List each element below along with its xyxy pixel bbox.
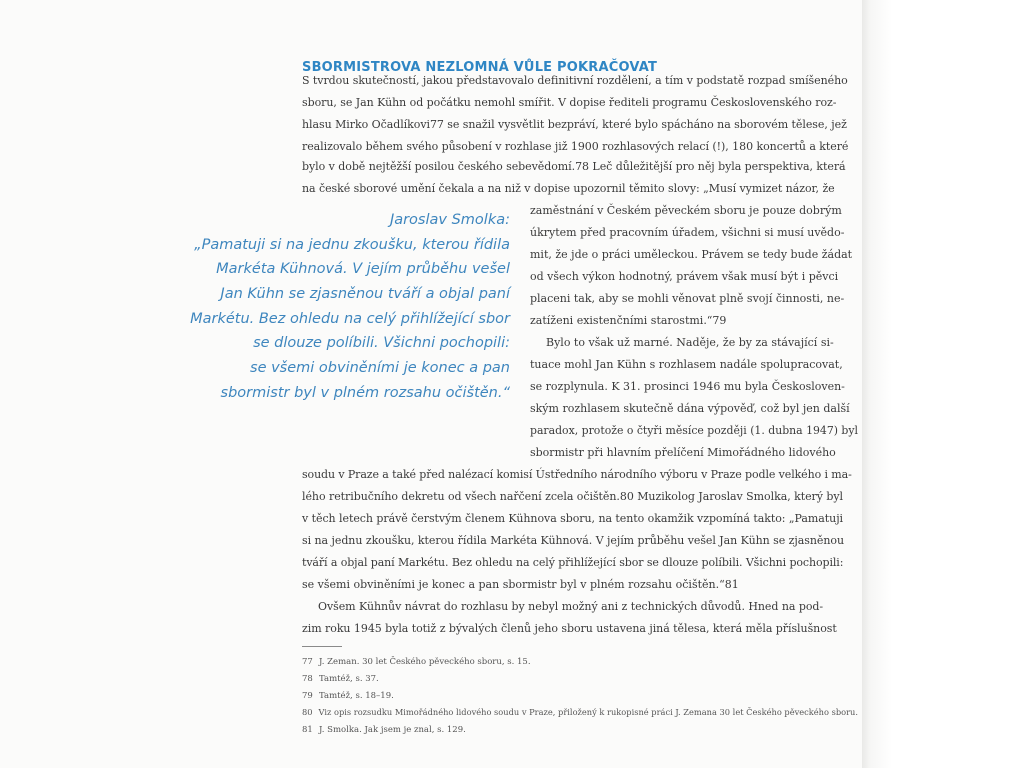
- footnote-number: 78: [302, 674, 313, 684]
- footnote: [302, 707, 858, 719]
- body-line: tváří a objal paní Markétu. Bez ohledu na celý přihlížející sbor se dlouze políbili. Všichni pochopili:: [302, 556, 844, 569]
- footnote-number: 81: [302, 725, 313, 735]
- footnote-number: 77: [302, 657, 313, 667]
- footnote-text: Viz opis rozsudku Mimořádného lidového soudu v Praze, přiložený k rukopisné práci J. Zemana 30 let Českého pěveckého sboru.: [318, 708, 859, 718]
- footnote-number: 79: [302, 691, 313, 701]
- body-line: se všemi obviněními je konec a pan sbormistr byl v plném rozsahu očištěn.“81: [302, 578, 739, 591]
- section-heading: SBORMISTROVA NEZLOMNÁ VŮLE POKRAČOVAT: [302, 60, 658, 75]
- body-line: Ovšem Kühnův návrat do rozhlasu by nebyl možný ani z technických důvodů. Hned na pod-: [318, 600, 824, 613]
- footnote-text: Tamtéž, s. 37.: [319, 674, 379, 684]
- footnote-text: Tamtéž, s. 18–19.: [319, 691, 394, 701]
- body-line: zaměstnání v Českém pěveckém sboru je pouze dobrým: [530, 204, 842, 217]
- body-line: bylo v době nejtěžší posilou českého sebevědomí.78 Leč důležitější pro něj byla perspektiva, která: [302, 160, 846, 173]
- page-edge-shadow: [862, 0, 1024, 768]
- pull-quote-line: sbormistr byl v plném rozsahu očištěn.“: [220, 384, 510, 401]
- footnote: [302, 690, 394, 702]
- body-line: lého retribučního dekretu od všech nařčení zcela očištěn.80 Muzikolog Jaroslav Smolka, který byl: [302, 490, 843, 503]
- pull-quote: [188, 208, 510, 406]
- body-line: zim roku 1945 byla totiž z bývalých členů jeho sboru ustavena jiná tělesa, která měla příslušnost: [302, 622, 837, 635]
- body-line: sbormistr při hlavním přelíčení Mimořádného lidového: [530, 446, 836, 459]
- body-line: si na jednu zkoušku, kterou řídila Markéta Kühnová. V jejím průběhu vešel Jan Kühn se zjasněnou: [302, 534, 844, 547]
- body-line: na české sborové umění čekala a na niž v dopise upozornil těmito slovy: „Musí vymizet názor, že: [302, 182, 835, 195]
- footnote: [302, 724, 466, 736]
- footnote-divider: [302, 646, 342, 647]
- footnote: [302, 673, 379, 685]
- body-line: sboru, se Jan Kühn od počátku nemohl smířit. V dopise řediteli programu Československého roz-: [302, 96, 837, 109]
- body-line: Bylo to však už marné. Naděje, že by za stávající si-: [546, 336, 834, 349]
- body-line: tuace mohl Jan Kühn s rozhlasem nadále spolupracovat,: [530, 358, 843, 371]
- pull-quote-line: „Pamatuji si na jednu zkoušku, kterou řídila: [194, 236, 510, 253]
- pull-quote-line: Jan Kühn se zjasněnou tváří a objal paní: [220, 286, 510, 303]
- footnote-number: 80: [302, 708, 313, 718]
- body-line: soudu v Praze a také před nalézací komisí Ústředního národního výboru v Praze podle velkého i ma-: [302, 468, 852, 481]
- body-line: S tvrdou skutečností, jakou představovalo definitivní rozdělení, a tím v podstatě rozpad smíšeného: [302, 74, 848, 87]
- footnote-text: J. Smolka. Jak jsem je znal, s. 129.: [319, 725, 466, 735]
- footnote: [302, 656, 531, 668]
- pull-quote-line: Markétu. Bez ohledu na celý přihlížející sbor: [190, 310, 510, 327]
- body-line: zatíženi existenčními starostmi.“79: [530, 314, 727, 327]
- body-line: mit, že jde o práci uměleckou. Právem se tedy bude žádat: [530, 248, 853, 261]
- body-line: paradox, protože o čtyři měsíce později (1. dubna 1947) byl: [530, 424, 859, 437]
- pull-quote-line: se všemi obviněními je konec a pan: [250, 360, 510, 377]
- body-line: v těch letech právě čerstvým členem Kühnova sboru, na tento okamžik vzpomíná takto: „Pamatuji: [302, 512, 844, 525]
- pull-quote-line: Markéta Kühnová. V jejím průběhu vešel: [216, 261, 510, 278]
- body-line: ským rozhlasem skutečně dána výpověď, což byl jen další: [530, 402, 850, 415]
- body-line: placeni tak, aby se mohli věnovat plně svojí činnosti, ne-: [530, 292, 845, 305]
- body-line: hlasu Mirko Očadlíkovi77 se snažil vysvětlit bezpráví, které bylo spácháno na sborovém tělese, jež: [302, 118, 847, 131]
- body-line: od všech výkon hodnotný, právem však musí být i pěvci: [530, 270, 839, 283]
- body-line: úkrytem před pracovním úřadem, všichni si musí uvědo-: [530, 226, 845, 239]
- footnote-text: J. Zeman. 30 let Českého pěveckého sboru, s. 15.: [319, 657, 531, 667]
- body-line: realizovalo během svého působení v rozhlase již 1900 rozhlasových relací (!), 180 koncertů a které: [302, 140, 849, 153]
- pull-quote-line: se dlouze políbili. Všichni pochopili:: [253, 335, 510, 352]
- pull-quote-author: Jaroslav Smolka:: [389, 212, 510, 228]
- body-line: se rozplynula. K 31. prosinci 1946 mu byla Českosloven-: [530, 380, 845, 393]
